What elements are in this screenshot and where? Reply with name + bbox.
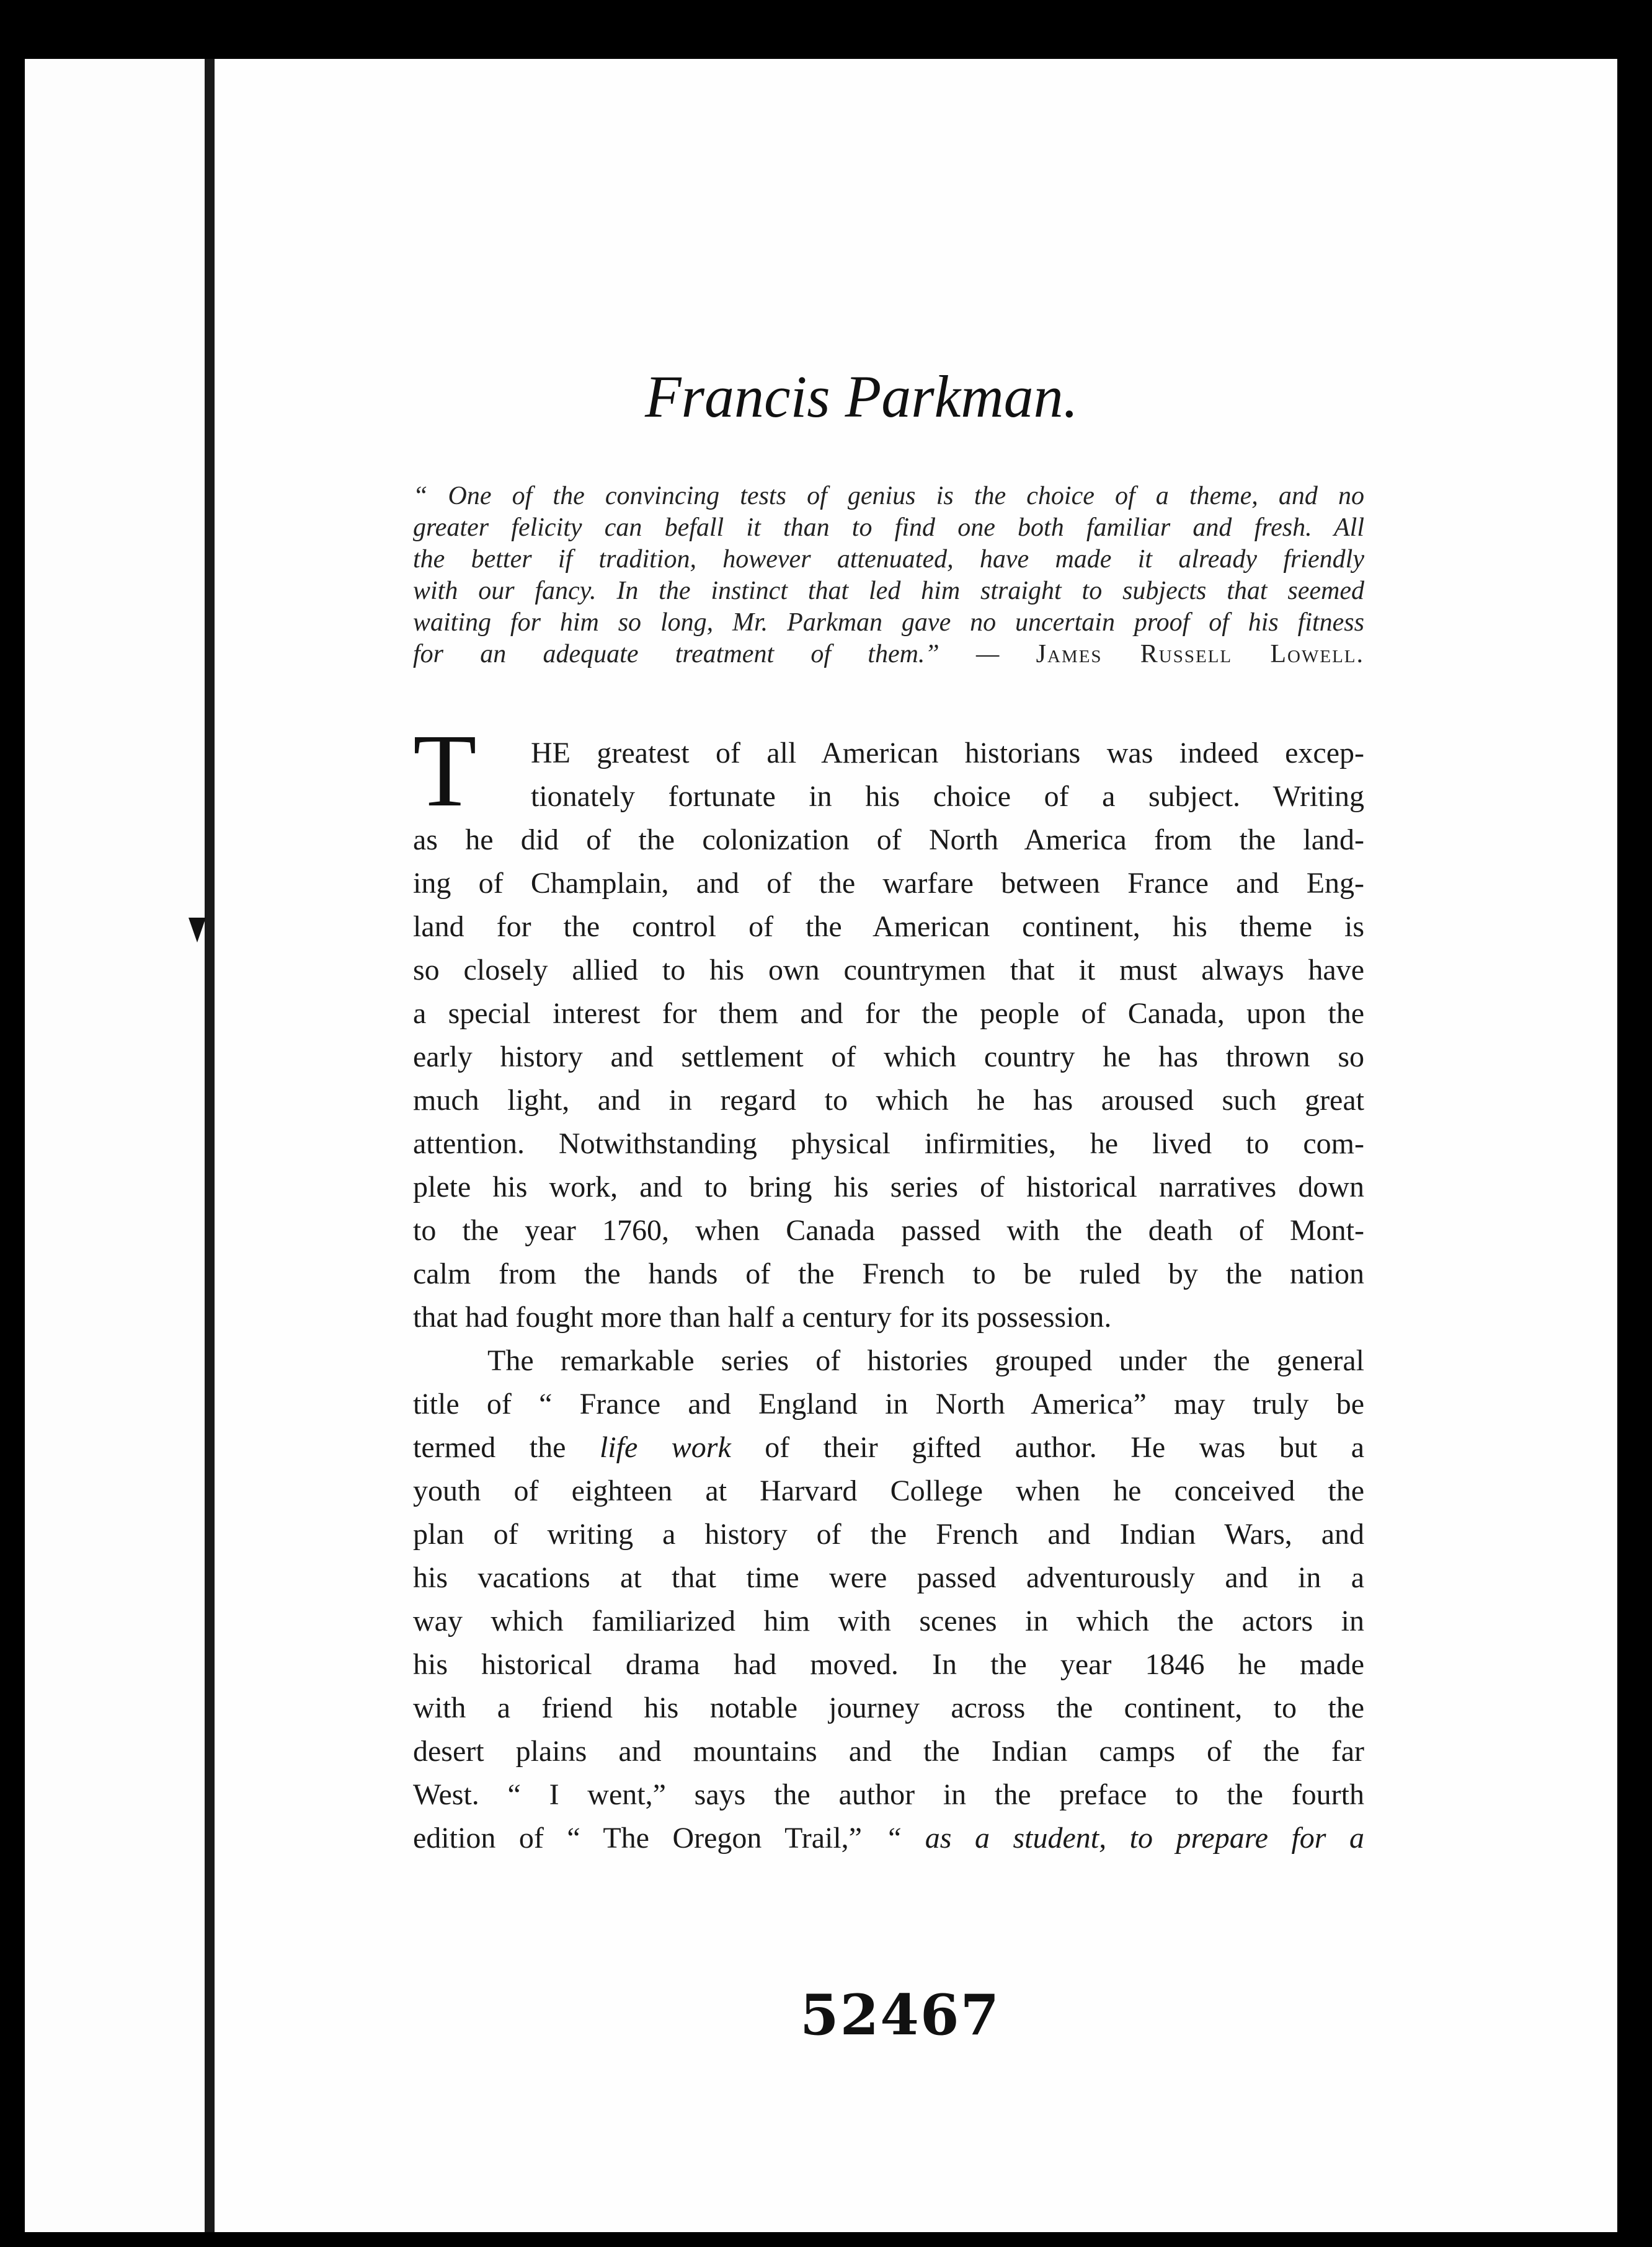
body-text-run: termed the — [413, 1431, 600, 1464]
epigraph-line: “ One of the convincing tests of genius is the choice of a theme, and no — [413, 482, 1364, 510]
scan-border-bottom — [0, 2232, 1652, 2247]
body-line: title of “ France and England in North America” may truly be — [413, 1388, 1364, 1420]
body-line: tionately fortunate in his choice of a subject. Writing — [531, 780, 1364, 813]
body-italic-run: life work — [599, 1431, 731, 1464]
body-line: with a friend his notable journey across the continent, to the — [413, 1691, 1364, 1724]
body-italic-run: “ as a student, to prepare for a — [885, 1822, 1364, 1855]
body-line: desert plains and mountains and the Indian camps of the far — [413, 1735, 1364, 1768]
body-line: a special interest for them and for the people of Canada, upon the — [413, 997, 1364, 1030]
catalog-number: 52467 — [800, 1982, 1001, 2048]
body-line: so closely allied to his own countrymen that it must always have — [413, 954, 1364, 986]
body-line — [413, 1426, 1364, 1469]
body-line: youth of eighteen at Harvard College when he conceived the — [413, 1474, 1364, 1507]
epigraph-line: waiting for him so long, Mr. Parkman gave no uncertain proof of his fitness — [413, 608, 1364, 637]
epigraph-last-line — [413, 639, 1364, 670]
body-line: plan of writing a history of the French and Indian Wars, and — [413, 1518, 1364, 1551]
body-line: early history and settlement of which country he has thrown so — [413, 1040, 1364, 1073]
body-line: to the year 1760, when Canada passed with the death of Mont- — [413, 1214, 1364, 1247]
body-line: his vacations at that time were passed adventurously and in a — [413, 1561, 1364, 1594]
book-gutter — [205, 59, 215, 2232]
body-line: as he did of the colonization of North America from the land- — [413, 823, 1364, 856]
scan-border-right — [1617, 59, 1652, 2232]
body-line — [413, 1817, 1364, 1860]
body-text-run: edition of “ The Oregon Trail,” — [413, 1822, 886, 1855]
body-line: attention. Notwithstanding physical infirmities, he lived to com- — [413, 1127, 1364, 1160]
body-line: his historical drama had moved. In the year 1846 he made — [413, 1648, 1364, 1681]
epigraph-line: greater felicity can befall it than to find one both familiar and fresh. All — [413, 513, 1364, 542]
body-line: HE greatest of all American historians was indeed excep- — [531, 737, 1364, 769]
body-line: The remarkable series of histories grouped under the general — [487, 1344, 1364, 1377]
body-line: ing of Champlain, and of the warfare between France and Eng- — [413, 867, 1364, 900]
facing-page-edge — [25, 59, 205, 2232]
body-line: that had fought more than half a century for its possession. — [413, 1301, 1112, 1334]
body-line: much light, and in regard to which he has aroused such great — [413, 1084, 1364, 1117]
body-line: way which familiarized him with scenes in which the actors in — [413, 1605, 1364, 1638]
scan-border-top — [0, 0, 1652, 59]
epigraph-line: with our fancy. In the instinct that led him straight to subjects that seemed — [413, 577, 1364, 605]
drop-cap: T — [413, 713, 477, 828]
body-text — [413, 732, 1364, 1860]
body-line: calm from the hands of the French to be ruled by the nation — [413, 1257, 1364, 1290]
body-line: West. “ I went,” says the author in the preface to the fourth — [413, 1778, 1364, 1811]
epigraph-line: the better if tradition, however attenuated, have made it already friendly — [413, 545, 1364, 574]
page-title: Francis Parkman. — [645, 363, 1078, 430]
epigraph-line-text: for an adequate treatment of them.” — — [413, 640, 1036, 668]
body-text-run: of their gifted author. He was but a — [731, 1431, 1365, 1464]
epigraph-quote — [413, 481, 1364, 670]
gutter-tab-mark — [189, 918, 206, 942]
body-line: land for the control of the American continent, his theme is — [413, 910, 1364, 943]
body-line: plete his work, and to bring his series of historical narratives down — [413, 1171, 1364, 1203]
epigraph-attribution: James Russell Lowell. — [1036, 640, 1365, 668]
